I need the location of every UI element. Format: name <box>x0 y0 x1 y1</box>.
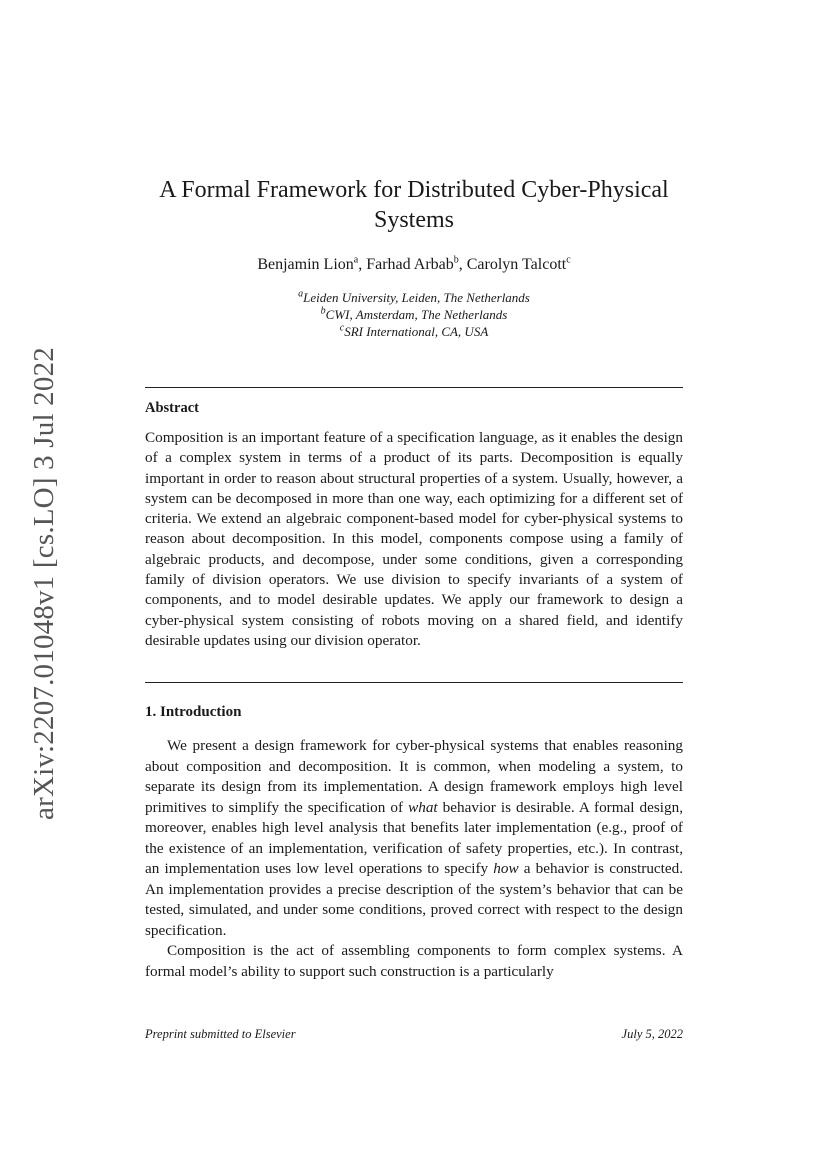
author-list <box>145 256 683 274</box>
author: Benjamin Lion$^a$, <box>257 254 367 273</box>
affiliation: $^c$SRI International, CA, USA <box>339 322 489 339</box>
arxiv-identifier <box>20 348 68 818</box>
footer-date: July 5, 2022 <box>621 1027 683 1041</box>
author: Carolyn Talcott$^c$ <box>466 254 571 273</box>
paragraph: We present a design framework for cyber-physical systems that enables reasoning about composition and decomposition. It is common, when modeling a system, to separate its design from its implementation. A design framework employs high level primitives to simplify the specification of what behavior is desirable. A formal design, moreover, enables high level analysis that benefits later implementation (e.g., proof of the existence of an implementation, verification of safety properties, etc.). In contrast, an implementation uses low level operations to specify how a behavior is constructed. An implementation provides a precise description of the system’s behavior that can be tested, simulated, and under some conditions, proved correct with respect to the design specification. <box>145 737 684 939</box>
author-mark: a <box>353 254 359 266</box>
section-body <box>145 736 683 982</box>
affiliation-list <box>145 289 683 340</box>
page-footer <box>145 1027 683 1042</box>
paragraph: Composition is the act of assembling components to form complex systems. A formal model’s ability to support such construction is a particularly <box>145 942 683 980</box>
abstract-text: Composition is an important feature of a specification language, as it enables the design of a complex system in terms of a product of its parts. Decomposition is equally important in order to reason about structural properties of a system. Usually, however, a system can be decomposed in more than one way, each optimizing for a different set of criteria. We extend an algebraic component-based model for cyber-physical systems to reason about decomposition. In this model, components compose using a family of algebraic products, and decompose, under some conditions, given a corresponding family of division operators. We use division to specify invariants of a system of components, and to model desirable updates. We apply our framework to design a cyber-physical system consisting of robots moving on a shared field, and identify desirable updates using our division operator. <box>145 429 683 649</box>
abstract-top-rule <box>145 387 683 388</box>
author-mark: b <box>453 254 459 266</box>
footer-preprint-note: Preprint submitted to Elsevier <box>145 1027 296 1041</box>
arxiv-identifier-text: arXiv:2207.01048v1 [cs.LO] 3 Jul 2022 <box>27 346 60 820</box>
affiliation: $^b$CWI, Amsterdam, The Netherlands <box>320 305 508 322</box>
emphasis-how: how <box>493 860 519 877</box>
author-mark: c <box>566 254 571 266</box>
affiliation: $^a$Leiden University, Leiden, The Netherlands <box>298 288 530 305</box>
section-heading: 1. Introduction <box>145 704 242 720</box>
abstract-bottom-rule <box>145 682 683 683</box>
author: Farhad Arbab$^b$, <box>366 254 467 273</box>
emphasis-what: what <box>408 798 438 816</box>
abstract-heading: Abstract <box>145 400 199 416</box>
paper-title: A Formal Framework for Distributed Cyber-Physical Systems <box>159 177 669 233</box>
